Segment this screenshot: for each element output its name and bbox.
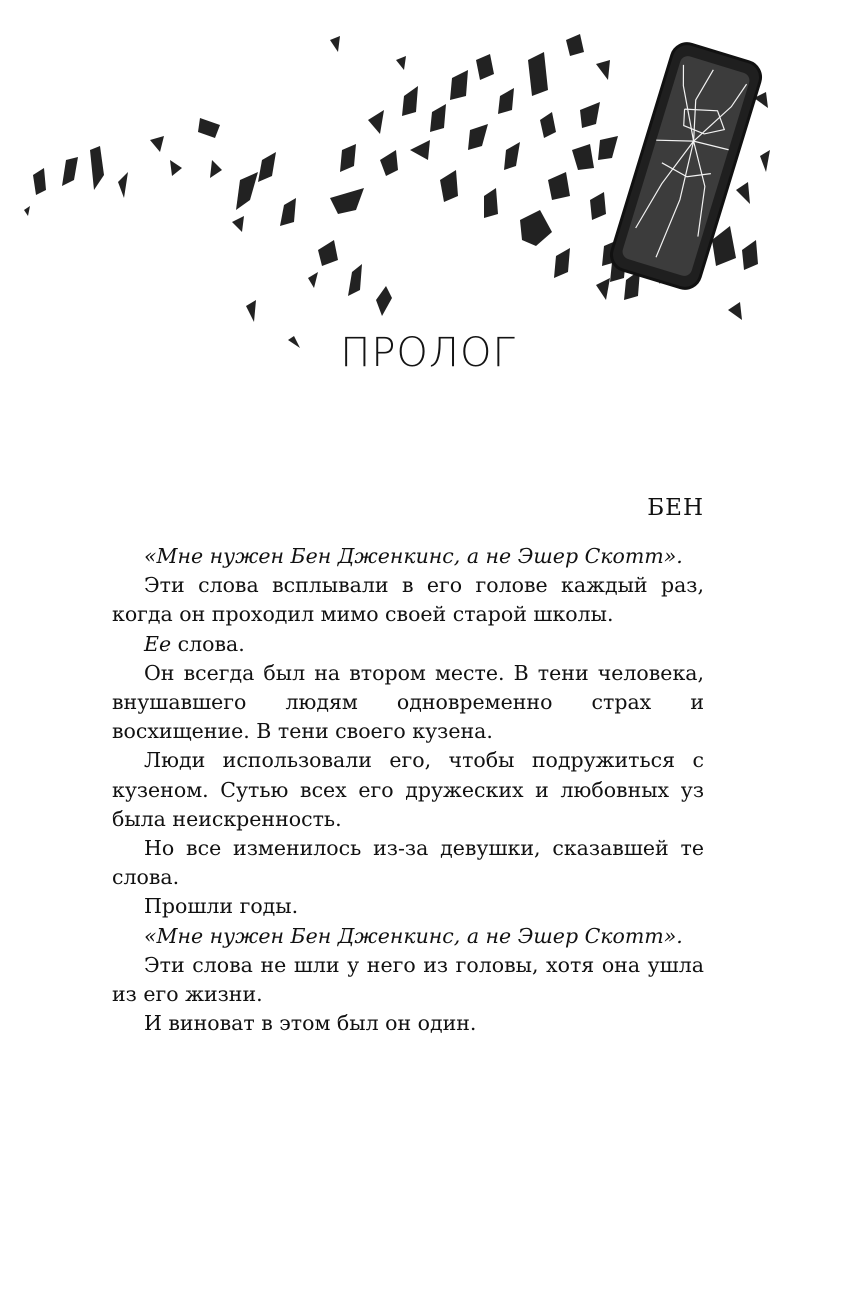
paragraph: «Мне нужен Бен Дженкинс, а не Эшер Скотт».	[144, 544, 683, 568]
body-text	[112, 542, 704, 1038]
paragraph: Он всегда был на втором месте. В тени человека, внушавшего людям одновременно страх и восхищение. В тени своего кузена.	[112, 660, 704, 744]
paragraph: «Мне нужен Бен Дженкинс, а не Эшер Скотт».	[144, 923, 683, 948]
paragraph: Но все изменилось из-за девушки, сказавшей те слова.	[112, 836, 704, 890]
paragraph: И виноват в этом был он один.	[144, 1011, 477, 1036]
paragraph: Прошли годы.	[144, 894, 299, 919]
emphasis: Ее	[144, 631, 172, 656]
shattered-phone-illustration	[0, 0, 856, 360]
pov-label: БЕН	[647, 495, 704, 521]
paragraph-text: слова.	[171, 631, 245, 656]
chapter-title: ПРОЛОГ	[340, 330, 516, 376]
paragraph: Люди использовали его, чтобы подружиться с кузеном. Сутью всех его дружеских и любовных уз была неискренность.	[112, 748, 704, 831]
phone-icon	[608, 40, 765, 293]
paragraph	[112, 630, 704, 659]
paragraph: Эти слова не шли у него из головы, хотя она ушла из его жизни.	[112, 952, 704, 1007]
paragraph: Эти слова всплывали в его голове каждый раз, когда он проходил мимо своей старой школы.	[112, 573, 704, 627]
